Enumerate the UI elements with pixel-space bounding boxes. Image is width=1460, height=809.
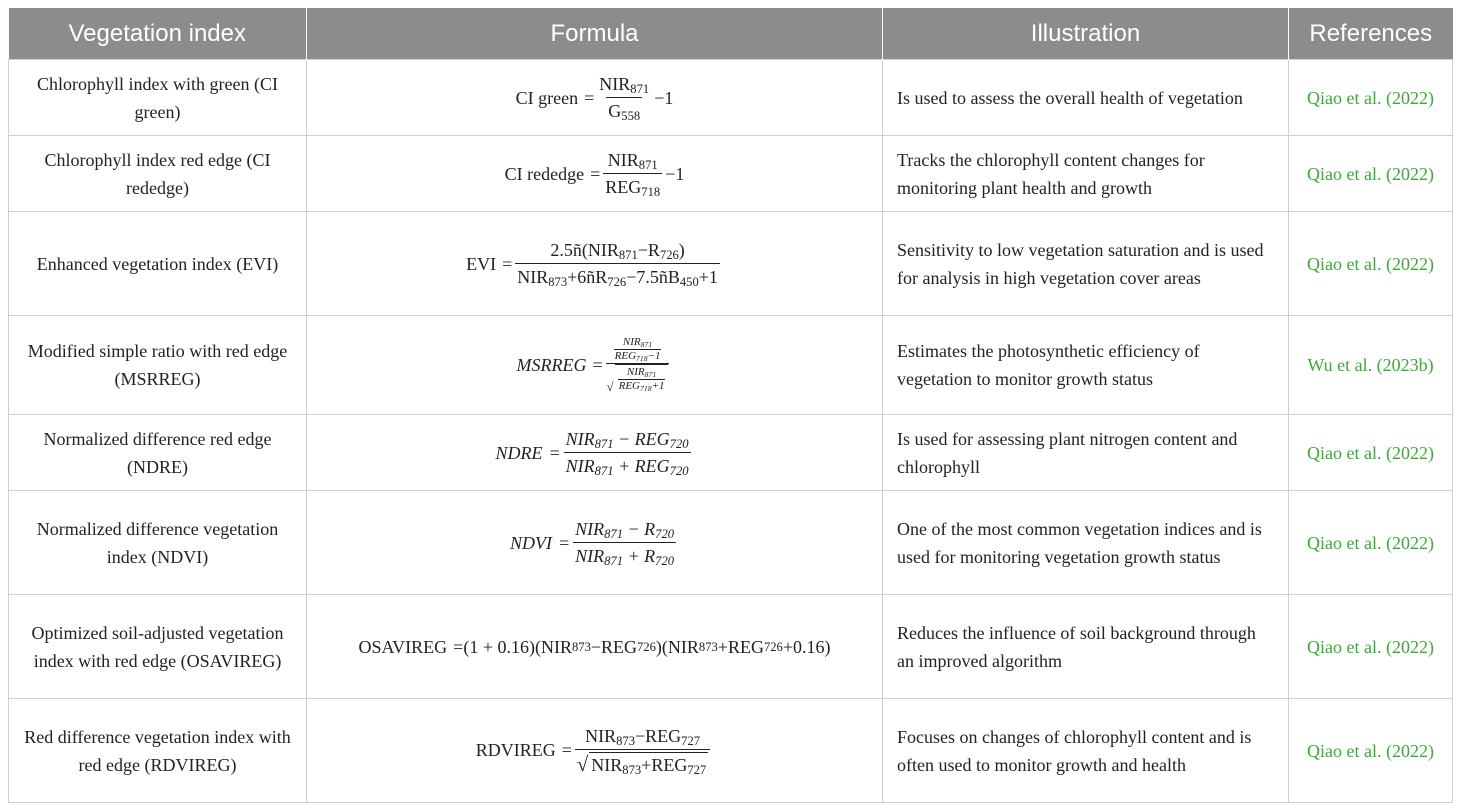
table-row bbox=[9, 136, 1453, 212]
formula-cell bbox=[307, 491, 883, 595]
formula-eq: = bbox=[561, 740, 572, 761]
table-row bbox=[9, 415, 1453, 491]
denominator: $NIR_{871} + REG_{720}$ bbox=[564, 452, 691, 477]
formula bbox=[476, 725, 713, 776]
formula bbox=[510, 518, 679, 567]
reference-link[interactable]: Qiao et al. (2022) bbox=[1289, 60, 1453, 136]
formula-cell bbox=[307, 415, 883, 491]
illustration-text: Is used to assess the overall health of vegetation bbox=[883, 60, 1289, 136]
formula-lhs: NDRE bbox=[495, 442, 543, 463]
illustration-text: Estimates the photosynthetic efficiency of vegetation to monitor growth status bbox=[883, 316, 1289, 415]
illustration-text: Focuses on changes of chlorophyll content and is often used to monitor growth and health bbox=[883, 699, 1289, 803]
header-illustration: Illustration bbox=[883, 8, 1289, 60]
formula-eq: = bbox=[453, 636, 464, 657]
table-row bbox=[9, 60, 1453, 136]
numerator: $2.5ñ(NIR_{871}-R_{726})$ bbox=[550, 240, 685, 263]
fraction bbox=[575, 725, 710, 776]
fraction bbox=[603, 149, 662, 198]
table-row bbox=[9, 316, 1453, 415]
formula-lhs: RDVIREG bbox=[475, 740, 556, 761]
header-references: References bbox=[1289, 8, 1453, 60]
denominator: $G_{558}$ bbox=[606, 97, 642, 122]
table-row bbox=[9, 491, 1453, 595]
formula-cell bbox=[307, 316, 883, 415]
formula-eq: = bbox=[584, 87, 595, 108]
denominator: $NIR_{873}+6ñR_{726}-7.5ñB_{450}+1$ bbox=[515, 263, 720, 288]
formula-cell bbox=[307, 595, 883, 699]
index-name: Enhanced vegetation index (EVI) bbox=[9, 212, 307, 316]
numerator: $NIR_{873}-REG_{727}$ bbox=[585, 725, 701, 748]
formula-eq: = bbox=[590, 163, 601, 184]
formula bbox=[517, 336, 673, 393]
index-name: Normalized difference vegetation index (NDVI) bbox=[9, 491, 307, 595]
denominator: $REG_{718}$ bbox=[603, 173, 662, 198]
table-row bbox=[9, 595, 1453, 699]
formula-eq: = bbox=[502, 253, 513, 274]
formula-lhs: CI green bbox=[515, 87, 579, 108]
reference-link[interactable]: Qiao et al. (2022) bbox=[1289, 212, 1453, 316]
illustration-text: Reduces the influence of soil background through an improved algorithm bbox=[883, 595, 1289, 699]
numerator: $NIR_{871}$ bbox=[599, 74, 650, 97]
index-name: Optimized soil-adjusted vegetation index with red edge (OSAVIREG) bbox=[9, 595, 307, 699]
formula-cell bbox=[307, 212, 883, 316]
formula: CI green = $\frac{NIR_{871}}{G_{558}}$ − 1 bbox=[515, 74, 674, 124]
formula bbox=[495, 428, 693, 477]
formula: OSAVIREG = (1 + 0.16) ( NIR 873 − REG 726 ) ( NIR 873 + REG 726 + 0.16 ) bbox=[358, 633, 830, 661]
reference-link[interactable]: Wu et al. (2023b) bbox=[1289, 316, 1453, 415]
fraction bbox=[564, 428, 691, 477]
reference-link[interactable]: Qiao et al. (2022) bbox=[1289, 491, 1453, 595]
formula-lhs: EVI bbox=[466, 253, 497, 274]
index-name: Chlorophyll index red edge (CI rededge) bbox=[9, 136, 307, 212]
illustration-text: Tracks the chlorophyll content changes for monitoring plant health and growth bbox=[883, 136, 1289, 212]
header-formula: Formula bbox=[307, 8, 883, 60]
table-header-row bbox=[9, 8, 1453, 60]
formula bbox=[466, 239, 723, 288]
numerator: $NIR_{871} - R_{720}$ bbox=[575, 519, 675, 542]
denominator: √ $NIR_{873}+REG_{727}$ bbox=[575, 749, 710, 776]
formula-lhs: MSRREG bbox=[516, 355, 587, 375]
fraction bbox=[606, 336, 670, 393]
formula-eq: = bbox=[548, 442, 561, 463]
header-vegetation-index: Vegetation index bbox=[9, 8, 307, 60]
numerator: $NIR_{871} - REG_{720}$ bbox=[565, 429, 689, 452]
fraction bbox=[597, 73, 651, 122]
index-name: Red difference vegetation index with red edge (RDVIREG) bbox=[9, 699, 307, 803]
fraction bbox=[573, 518, 676, 567]
table-row bbox=[9, 699, 1453, 803]
table-row bbox=[9, 212, 1453, 316]
formula-lhs: NDVI bbox=[509, 532, 552, 553]
denominator: $NIR_{871} + R_{720}$ bbox=[573, 542, 676, 567]
formula-eq: = bbox=[557, 532, 571, 553]
fraction bbox=[515, 239, 720, 288]
denominator: √ $\frac{NIR_{871}}{REG_{718}+1}$ bbox=[606, 363, 670, 393]
vegetation-index-table bbox=[8, 8, 1453, 803]
formula-lhs: OSAVIREG bbox=[358, 636, 448, 657]
illustration-text: One of the most common vegetation indices and is used for monitoring vegetation growth status bbox=[883, 491, 1289, 595]
numerator: $\frac{NIR_{871}}{REG_{718}-1}$ bbox=[614, 336, 661, 364]
illustration-text: Sensitivity to low vegetation saturation and is used for analysis in high vegetation cover areas bbox=[883, 212, 1289, 316]
formula: CI rededge = $\frac{NIR_{871}}{REG_{718}}$ − 1 bbox=[504, 150, 685, 200]
formula-cell bbox=[307, 699, 883, 803]
reference-link[interactable]: Qiao et al. (2022) bbox=[1289, 699, 1453, 803]
index-name: Chlorophyll index with green (CI green) bbox=[9, 60, 307, 136]
reference-link[interactable]: Qiao et al. (2022) bbox=[1289, 136, 1453, 212]
illustration-text: Is used for assessing plant nitrogen content and chlorophyll bbox=[883, 415, 1289, 491]
numerator: $NIR_{871}$ bbox=[607, 150, 658, 173]
formula-eq: = bbox=[592, 355, 603, 375]
index-name: Normalized difference red edge (NDRE) bbox=[9, 415, 307, 491]
formula-cell bbox=[307, 136, 883, 212]
reference-link[interactable]: Qiao et al. (2022) bbox=[1289, 595, 1453, 699]
formula-lhs: CI rededge bbox=[504, 163, 585, 184]
formula-cell bbox=[307, 60, 883, 136]
index-name: Modified simple ratio with red edge (MSRREG) bbox=[9, 316, 307, 415]
reference-link[interactable]: Qiao et al. (2022) bbox=[1289, 415, 1453, 491]
